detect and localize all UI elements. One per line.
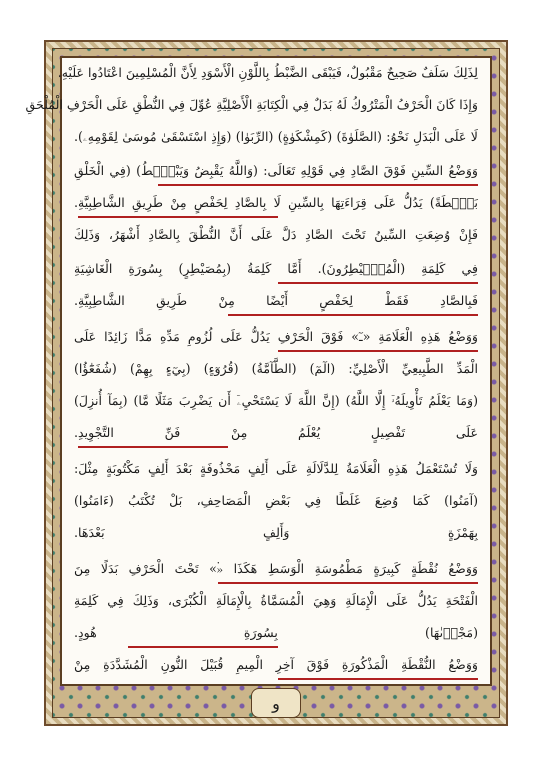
text-line-15: بِهَمْزَةٍ وَأَلِفٍ بَعْدَهَا. — [74, 525, 478, 540]
page-body — [25, 60, 478, 678]
text-line-13: وَلَا تُسْتَعْمَلُ هَذِهِ الْعَلَامَةُ لِلدَّلَالَةِ عَلَى أَلِفٍ مَحْذُوفَةٍ بَعْدَ أَلِفٍ مَكْتُوبَةٍ مِثْلَ: — [74, 461, 478, 476]
underline-rule-8 — [128, 646, 278, 648]
text-line-14: (آمَنُوا) كَمَا وُضِعَ غَلَطًا فِي بَعْضِ الْمَصَاحِفِ، بَلْ تُكْتَبُ (ءَامَنُوا) — [74, 493, 478, 508]
underline-rule-2 — [78, 216, 278, 218]
text-line-19: وَوَضْعُ النُّقْطَةِ الْمَذْكُورَةِ فَوْقَ آخِرِ الْمِيمِ قُبَيْلَ النُّونِ الْمُشَدَّدَةِ مِنْ — [74, 657, 478, 672]
text-line-3: لَا عَلَى الْبَدَلِ نَحْوُ: (الصَّلَوٰةَ) (كَمِشْكَوٰةٍ) (الرِّبَوٰا) (وَإِذِ اسْتَسْقَىٰ مُوسَىٰ لِقَوْمِهِۦ). — [74, 129, 478, 144]
underline-rule-1 — [158, 184, 478, 186]
text-line-6: فَإِنْ وُضِعَتِ السِّينُ تَحْتَ الصَّادِ دَلَّ عَلَى أَنَّ النُّطْقَ بِالصَّادِ أَشْهَرُ، وَذَلِكَ — [74, 227, 478, 242]
page-number-badge — [251, 688, 301, 718]
text-line-5: بَصْۜطَةً) يَدُلُّ عَلَى قِرَاءَتِهَا بِالسِّينِ لَا بِالصَّادِ لِحَفْصٍ مِنْ طَرِيقِ الشَّاطِبِيَّةِ. — [74, 195, 478, 210]
text-line-1: لِذَلِكَ سَلَفٌ صَحِيحٌ مَقْبُولٌ، فَيَبْقَى الضَّبْطُ بِاللَّوْنِ الْأَسْوَدِ لِأَنَّ الْمُسْلِمِينَ اعْتَادُوا عَلَيْهِ. — [57, 65, 478, 80]
text-line-4: وَوَضْعُ السِّينِ فَوْقَ الصَّادِ فِي قَوْلِهِ تَعَالَى: (وَاللَّهُ يَقْبِضُ وَيَبْصُۜطُ) (فِي الْخَلْقِ — [74, 163, 478, 178]
text-line-8: فَبِالصَّادِ فَقَطْ لِحَفْصٍ أَيْضًا مِنْ طَرِيقِ الشَّاطِبِيَّةِ. — [74, 293, 478, 308]
text-line-10: الْمَدِّ الطَّبِيعِيِّ الْأَصْلِيِّ: (الٓمٓ) (الطَّآمَّةُ) (قُرُوٓءٍ) (بِيٓءٍ بِهِمْ) (شُفَعَٰٓؤُا) — [74, 361, 478, 376]
underline-rule-6 — [78, 446, 228, 448]
underline-rule-4 — [228, 314, 478, 316]
text-line-12: عَلَى تَفْصِيلٍ يُعْلَمُ مِنْ فَنِّ التَّجْوِيدِ. — [74, 425, 478, 440]
text-line-16: وَوَضْعُ نُقْطَةٍ كَبِيرَةٍ مَطْمُوسَةِ الْوَسَطِ هَكَذَا «۬» تَحْتَ الْحَرْفِ بَدَلًا مِنَ — [74, 561, 478, 576]
text-line-2: وَإِذَا كَانَ الْحَرْفُ الْمَتْرُوكُ لَهُ بَدَلٌ فِي الْكِتَابَةِ الْأَصْلِيَّةِ عُوِّلَ فِي النُّطْقِ عَلَى الْحَرْفِ الْمُلْحَقِ — [25, 97, 478, 112]
underline-rule-5 — [278, 350, 478, 352]
page-number: و — [272, 693, 280, 713]
underline-rule-9 — [278, 678, 478, 680]
underline-rule-7 — [218, 582, 478, 584]
text-line-9: وَوَضْعُ هَذِهِ الْعَلَامَةِ «ـٓ» فَوْقَ الْحَرْفِ يَدُلُّ عَلَى لُزُومِ مَدِّهِ مَدًّا زَائِدًا عَلَى — [74, 329, 478, 344]
underline-rule-3 — [278, 282, 478, 284]
text-line-18: (مَجْر۪ىٰهَا) بِسُورَةِ هُودٍ. — [74, 625, 478, 640]
text-line-11: (وَمَا يَعْلَمُ تَأْوِيلَهُۥٓ إِلَّا اللَّهُ) (إِنَّ اللَّهَ لَا يَسْتَحْيِۦٓ أَن يَضْرِبَ مَثَلًا مَّا) (بِمَآ أُنزِلَ) — [74, 393, 478, 408]
text-line-7: فِي كَلِمَةِ (الْمُصَۣيْطِرُونَ). أَمَّا كَلِمَةُ (بِمُصَيْطِرٍ) بِسُورَةِ الْغَاشِيَةِ — [74, 261, 478, 276]
text-line-17: الْفَتْحَةِ يَدُلُّ عَلَى الْإِمَالَةِ وَهِيَ الْمُسَمَّاةُ بِالْإِمَالَةِ الْكُبْرَى، وَذَلِكَ فِي كَلِمَةِ — [74, 593, 478, 608]
